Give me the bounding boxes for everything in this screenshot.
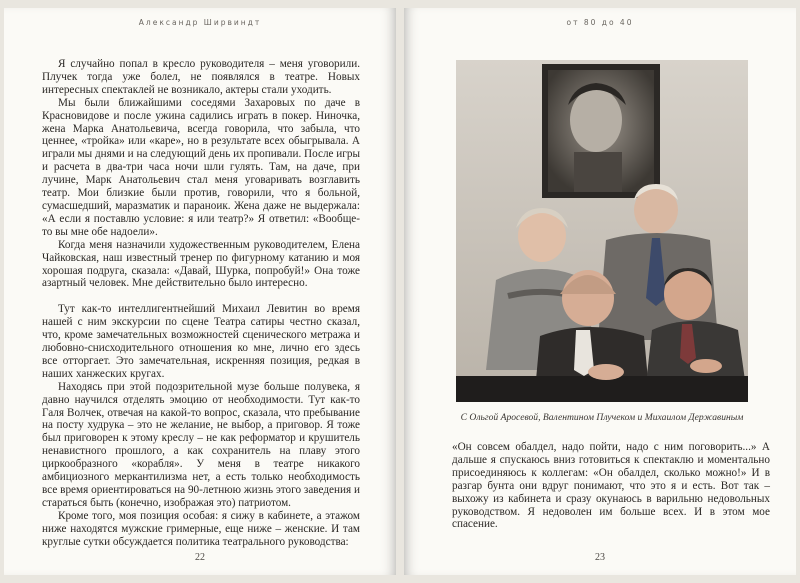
left-page — [4, 8, 396, 575]
photo-illustration — [456, 60, 748, 402]
group-photo — [456, 60, 748, 402]
page-number: 22 — [195, 552, 205, 563]
paragraph: Находясь при этой подозрительной музе больше полувека, я давно научился отделять эмоцию от необходимости. Тут как-то Галя Волчек, отвечая на какой-то вопрос, сказала, что пребывание на посту худрука – это не желание, не выбор, а приговор. Я тоже был приговорен к этому креслу – не как реформатор и крушитель ненавистного прошлого, а как сохранитель на плаву этого циркообразного «корабля». У меня в театре никакого амбициозного меркантилизма нет, а есть только необходимость все время ориентироваться на 90-летнюю жизнь этого заведения и стараться быть (конечно, изображая это) патриотом. — [42, 380, 360, 509]
paragraph: Мы были ближайшими соседями Захаровых по даче в Красновидове и после ужина садились играть в покер. Ниночка, жена Марка Анатольевича, всегда говорила, что забыла, что ценнее, «тройка» или «каре», но в результате всех обыгрывала. А играли мы днями и на следующий день их пропивали. После игры и расчета в два-три часа ночи шли гулять. Там, на даче, при лучине, Марк Анатольевич стал меня уговаривать возглавить театр. Мои близкие были против, говорили, что я больной, сумасшедший, маразматик и параноик. Жена даже не выдержала: «А если я поставлю условие: я или театр?» Я ответил: «Вообще-то вы мне обе надоели». — [42, 96, 360, 238]
paragraph: «Он совсем обалдел, надо пойти, надо с ним поговорить...» А дальше я спускаюсь вниз готовиться к спектаклю и моментально присоединяюсь к коллегам: «Он обалдел, сколько можно!» И в разгар бунта они вдруг понимают, что это я и есть. Вот так – выхожу из кабинета и сразу окунаюсь в варильню недовольных руководством. Я недоволен им больше всех. И в этом мое спасение. — [452, 441, 770, 531]
running-head-chapter: от 80 до 40 — [566, 18, 634, 27]
photo-caption: С Ольгой Аросевой, Валентином Плучеком и Михаилом Державиным — [460, 412, 744, 423]
running-head-author: Александр Ширвиндт — [138, 18, 262, 27]
paragraph: Я случайно попал в кресло руководителя – меня уговорили. Плучек тогда уже болел, не появлялся в театре. Новых интересных спектаклей не возникало, актеры стали уходить. — [42, 58, 360, 96]
right-page — [404, 8, 796, 575]
page-number: 23 — [595, 552, 605, 563]
left-page-body — [42, 58, 360, 549]
paragraph: Когда меня назначили художественным руководителем, Елена Чайковская, наш известный тренер по фигурному катанию и моя хорошая подруга, сказала: «Давай, Шурка, попробуй!» Она тоже азартный человек. Мне действительно было интересно. — [42, 238, 360, 290]
paragraph: Кроме того, моя позиция особая: я сижу в кабинете, а этажом ниже находятся мужские гримерные, еще ниже – женские. И там круглые сутки обсуждается политика театрального руководства: — [42, 509, 360, 548]
right-page-body — [452, 441, 770, 531]
paragraph: Тут как-то интеллигентнейший Михаил Левитин во время нашей с ним экскурсии по сцене Театра сатиры честно сказал, что, кроме замечательных возможностей сценического метража и любовно-снисходительного отношения ко мне, лично его здесь все отторгает. Это замечательная, искренняя позиция, редкая в наших ханжеских кругах. — [42, 303, 360, 380]
